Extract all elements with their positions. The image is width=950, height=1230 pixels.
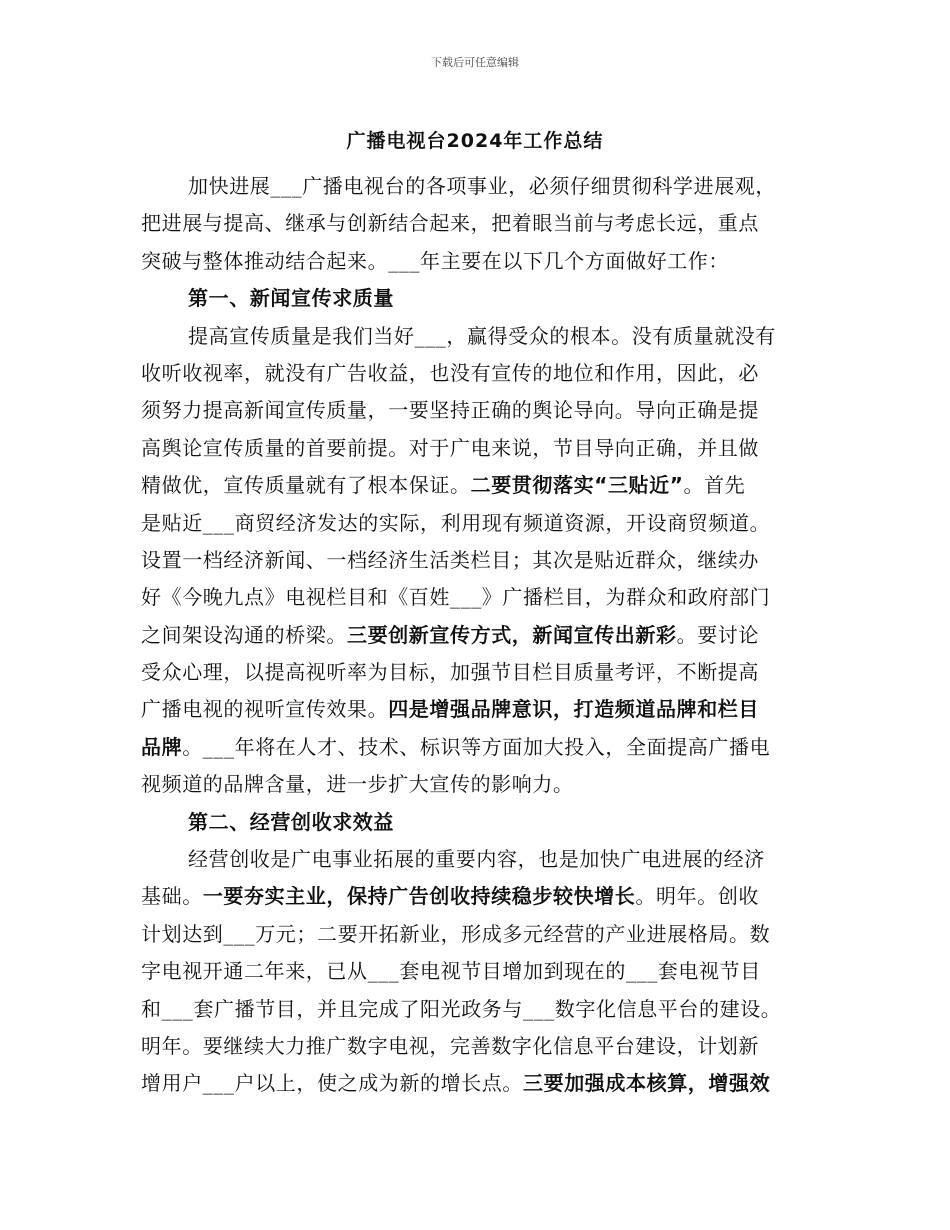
text-run: 精做优，宣传质量就有了根本保证。 — [141, 473, 471, 498]
text-run: 加快进展___广播电视台的各项事业，必须仔细贯彻科学进展观， — [188, 174, 776, 198]
text-run: 经营创收是广电事业拓展的重要内容，也是加快广电进展的经济 — [188, 847, 765, 872]
paragraph-line — [141, 318, 811, 355]
bold-phrase: 品牌 — [141, 734, 183, 759]
text-run: 好《今晚九点》电视栏目和《百姓___》广播栏目，为群众和政府部门 — [141, 585, 771, 610]
bold-phrase: 一要夯实主业，保持广告创收持续稳步较快增长 — [202, 884, 636, 909]
text-run: 之间架设沟通的桥梁。 — [141, 622, 347, 647]
bold-phrase: 四是增强品牌意识，打造频道品牌和栏目 — [388, 697, 760, 722]
text-run: 广播电视的视听宣传效果。 — [141, 697, 389, 722]
paragraph-line — [141, 841, 811, 878]
text-run: 设置一档经济新闻、一档经济生活类栏目；其次是贴近群众，继续办 — [141, 547, 759, 572]
text-run: 视频道的品牌含量，进一步扩大宣传的影响力。 — [141, 772, 574, 797]
text-run: 收听收视率，就没有广告收益，也没有宣传的地位和作用，因此，必 — [141, 360, 759, 385]
document-title: 广播电视台2024年工作总结 — [346, 130, 604, 152]
text-run: 提高宣传质量是我们当好___，赢得受众的根本。没有质量就没有 — [188, 323, 776, 348]
text-run: 。要讨论 — [676, 622, 760, 647]
text-run: 受众心理，以提高视听率为目标，加强节目栏目质量考评，不断提高 — [141, 660, 759, 685]
text-run: 第二、经营创收求效益 — [188, 809, 394, 834]
text-run: 突破与整体推动结合起来。___年主要在以下几个方面做好工作： — [141, 248, 729, 273]
section-heading — [141, 804, 811, 841]
text-run: 增用户___户以上，使之成为新的增长点。 — [141, 1071, 523, 1096]
paragraph-line — [141, 1028, 811, 1065]
page-header-note: 下载后可任意编辑 — [431, 56, 519, 69]
bold-phrase: 三要加强成本核算，增强效 — [523, 1071, 771, 1096]
paragraph-line — [141, 205, 811, 242]
paragraph-line — [141, 542, 811, 579]
document-body — [141, 168, 811, 1103]
paragraph-line — [141, 878, 811, 915]
paragraph-line — [141, 766, 811, 803]
paragraph-line — [141, 916, 811, 953]
paragraph-line — [141, 579, 811, 616]
text-run: 把进展与提高、继承与创新结合起来，把着眼当前与考虑长远，重点 — [141, 211, 759, 236]
text-run: 和___套广播节目，并且完成了阳光政务与___数字化信息平台的建设。 — [141, 996, 782, 1021]
paragraph-line — [141, 729, 811, 766]
bold-phrase: 三要创新宣传方式，新闻宣传出新彩 — [347, 622, 677, 647]
paragraph-line — [141, 505, 811, 542]
text-run: 是贴近___商贸经济发达的实际，利用现有频道资源，开设商贸频道。 — [141, 510, 771, 535]
paragraph-line — [141, 467, 811, 504]
paragraph-line — [141, 691, 811, 728]
text-run: 高舆论宣传质量的首要前提。对于广电来说，节目导向正确，并且做 — [141, 435, 759, 460]
text-run: 明年。要继续大力推广数字电视，完善数字化信息平台建设，计划新 — [141, 1033, 759, 1058]
paragraph-line — [141, 654, 811, 691]
paragraph-line — [141, 168, 811, 205]
paragraph-line — [141, 355, 811, 392]
paragraph-line — [141, 243, 811, 280]
paragraph-line — [141, 953, 811, 990]
paragraph-line — [141, 1065, 811, 1102]
section-heading — [141, 280, 811, 317]
paragraph-line — [141, 392, 811, 429]
text-run: 。首先 — [683, 473, 746, 498]
bold-phrase: 二要贯彻落实“三贴近” — [470, 473, 684, 498]
paragraph-line — [141, 430, 811, 467]
text-run: 。明年。创收 — [635, 884, 760, 909]
paragraph-line — [141, 991, 811, 1028]
text-run: 第一、新闻宣传求质量 — [188, 286, 394, 311]
text-run: 字电视开通二年来，已从___套电视节目增加到现在的___套电视节目 — [141, 959, 761, 984]
text-run: 基础。 — [141, 884, 203, 909]
paragraph-line — [141, 617, 811, 654]
text-run: 计划达到___万元；二要开拓新业，形成多元经营的产业进展格局。数 — [141, 921, 771, 946]
text-run: 。___年将在人才、技术、标识等方面加大投入，全面提高广播电 — [182, 734, 771, 759]
text-run: 须努力提高新闻宣传质量，一要坚持正确的舆论导向。导向正确是提 — [141, 398, 759, 423]
